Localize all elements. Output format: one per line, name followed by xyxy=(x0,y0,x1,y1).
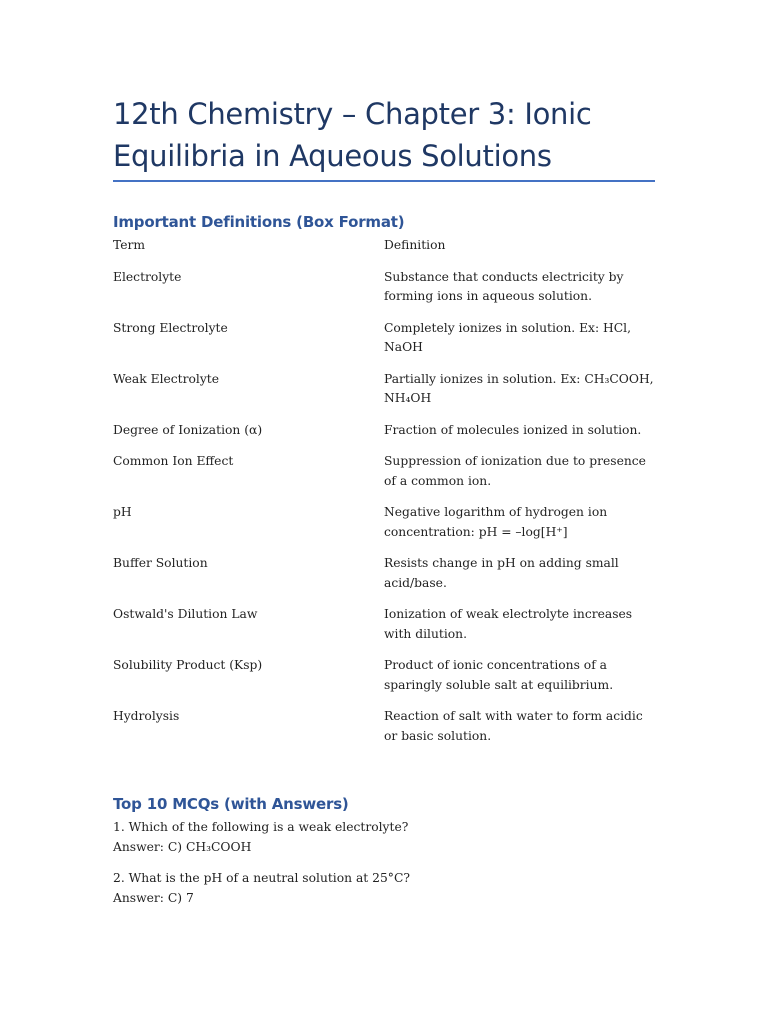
table-row xyxy=(113,503,658,554)
mcq-answer: Answer: C) CH₃COOH xyxy=(113,839,252,854)
mcq-answer: Answer: C) 7 xyxy=(113,890,194,905)
table-row xyxy=(113,421,658,453)
column-header-term: Term xyxy=(113,238,146,252)
table-row xyxy=(113,268,658,319)
definition-cell: Reaction of salt with water to form acidic or basic solution. xyxy=(384,709,643,743)
table-row xyxy=(113,370,658,421)
definition-cell: Substance that conducts electricity by forming ions in aqueous solution. xyxy=(384,269,624,303)
definitions-heading: Important Definitions (Box Format) xyxy=(113,213,405,231)
definition-cell: Partially ionizes in solution. Ex: CH₃COOH, NH₄OH xyxy=(384,371,654,405)
table-row xyxy=(113,452,658,503)
table-row xyxy=(113,319,658,370)
document-title: 12th Chemistry – Chapter 3: Ionic Equilibria in Aqueous Solutions xyxy=(113,97,592,173)
definitions-table xyxy=(113,236,658,758)
table-row xyxy=(113,554,658,605)
term-cell: Buffer Solution xyxy=(113,556,208,570)
table-row xyxy=(113,707,658,758)
term-cell: Solubility Product (Ksp) xyxy=(113,658,263,672)
title-underline xyxy=(113,180,655,182)
term-cell: Hydrolysis xyxy=(113,709,180,723)
table-row xyxy=(113,656,658,707)
mcq-item xyxy=(113,818,658,857)
term-cell: Electrolyte xyxy=(113,269,182,284)
term-cell: Ostwald's Dilution Law xyxy=(113,607,258,621)
mcq-heading: Top 10 MCQs (with Answers) xyxy=(113,795,349,813)
column-header-definition: Definition xyxy=(384,238,446,252)
definition-cell: Negative logarithm of hydrogen ion concentration: pH = –log[H⁺] xyxy=(384,505,608,539)
term-cell: Strong Electrolyte xyxy=(113,320,228,335)
definition-cell: Suppression of ionization due to presence of a common ion. xyxy=(384,454,646,488)
term-cell: Weak Electrolyte xyxy=(113,371,220,386)
definition-cell: Completely ionizes in solution. Ex: HCl, NaOH xyxy=(384,320,632,354)
mcq-item xyxy=(113,869,658,908)
definition-cell: Fraction of molecules ionized in solution. xyxy=(384,422,642,437)
mcq-question: 2. What is the pH of a neutral solution at 25°C? xyxy=(113,871,410,885)
definition-cell: Product of ionic concentrations of a sparingly soluble salt at equilibrium. xyxy=(384,658,614,692)
term-cell: Degree of Ionization (α) xyxy=(113,422,263,437)
term-cell: Common Ion Effect xyxy=(113,454,234,468)
definition-cell: Resists change in pH on adding small acid/base. xyxy=(384,556,619,590)
table-header-row xyxy=(113,236,658,268)
table-row xyxy=(113,605,658,656)
definition-cell: Ionization of weak electrolyte increases with dilution. xyxy=(384,607,633,641)
mcq-question: 1. Which of the following is a weak electrolyte? xyxy=(113,820,409,834)
term-cell: pH xyxy=(113,505,132,519)
